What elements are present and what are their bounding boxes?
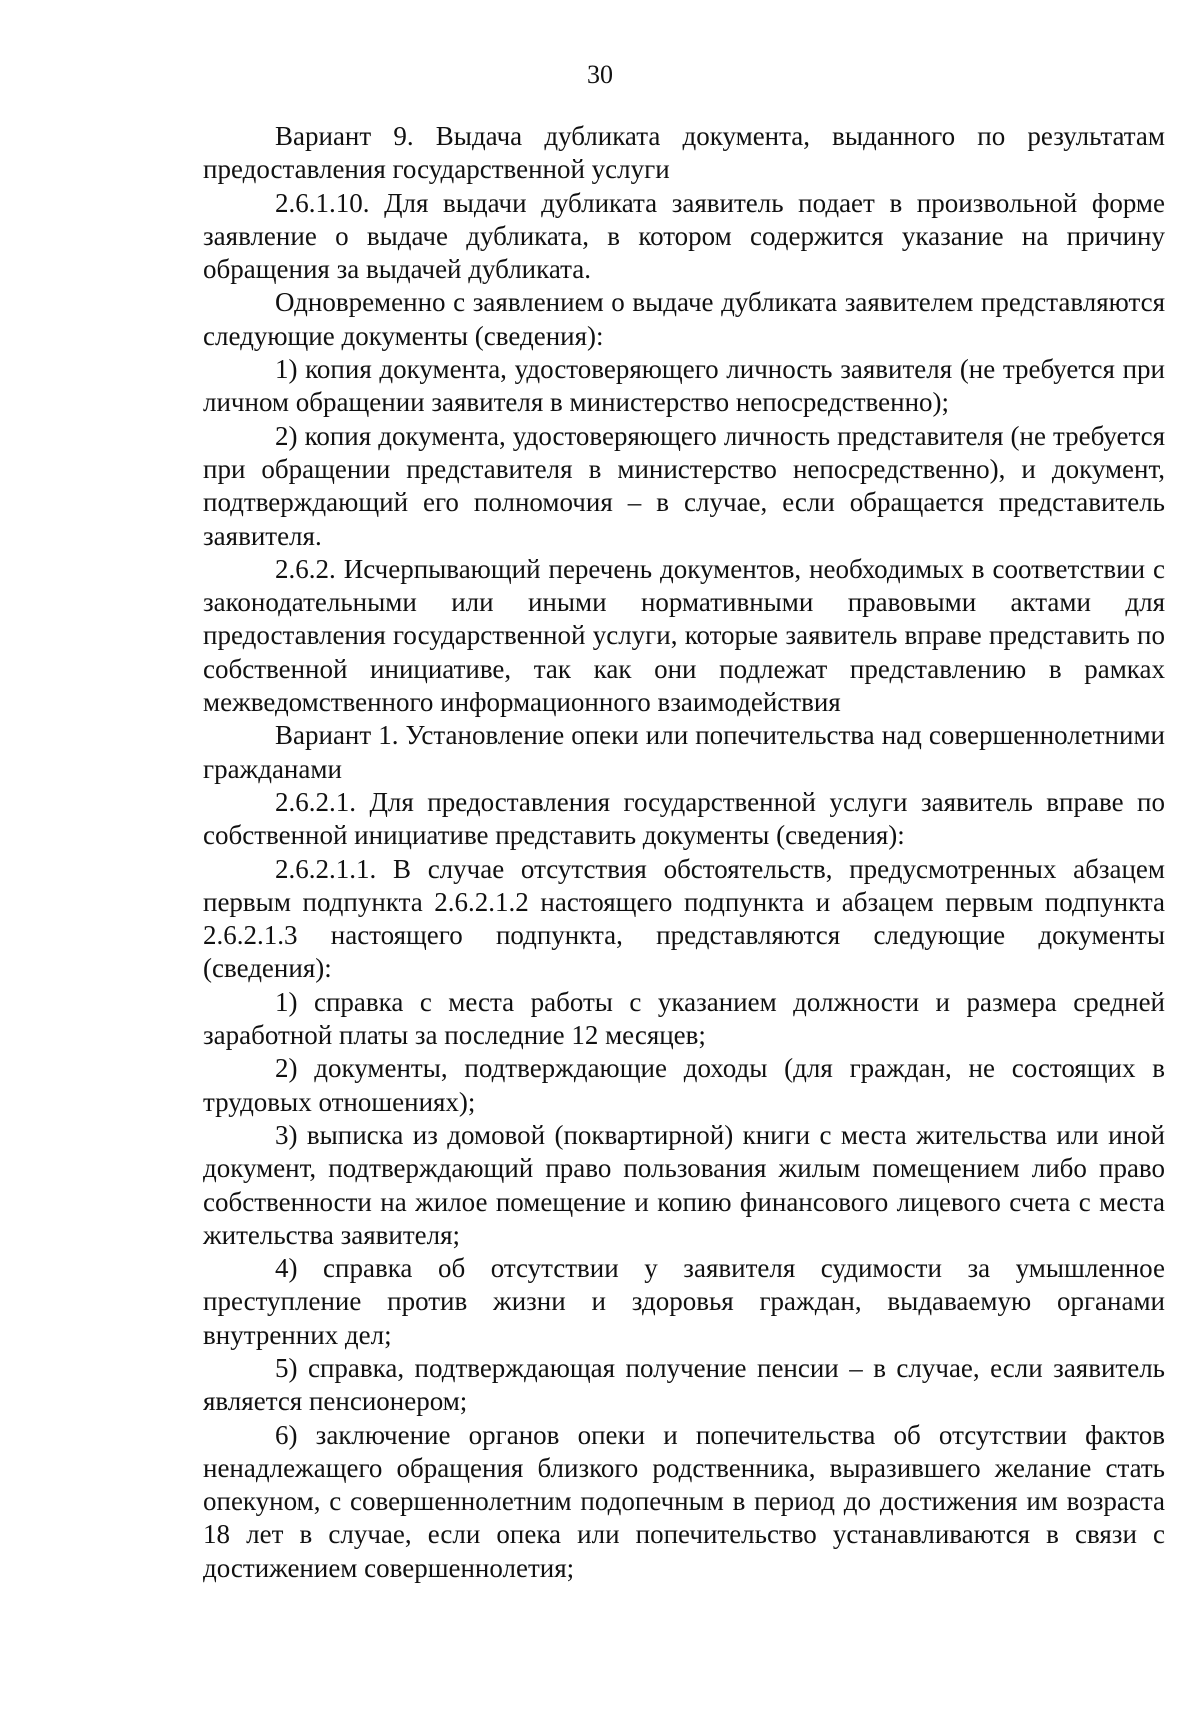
paragraph: Одновременно с заявлением о выдаче дубликата заявителем представляются следующие документы (сведения): [203, 287, 1165, 351]
paragraph: 2.6.1.10. Для выдачи дубликата заявитель подает в произвольной форме заявление о выдаче дубликата, в котором содержится указание на причину обращения за выдачей дубликата. [203, 187, 1165, 285]
paragraph: Вариант 1. Установление опеки или попечительства над совершеннолетними гражданами [203, 720, 1165, 784]
paragraph: 5) справка, подтверждающая получение пенсии – в случае, если заявитель является пенсионером; [203, 1352, 1165, 1417]
page-number: 30 [587, 60, 613, 89]
paragraph: 2) документы, подтверждающие доходы (для граждан, не состоящих в трудовых отношениях); [203, 1053, 1165, 1117]
paragraph: 3) выписка из домовой (поквартирной) книги с места жительства или иной документ, подтверждающий право пользования жилым помещением либо право собственности на жилое помещение и копию финансового лицевого счета с места жительства заявителя; [203, 1119, 1165, 1250]
paragraph: 6) заключение органов опеки и попечительства об отсутствии фактов ненадлежащего обращения близкого родственника, выразившего желание стать опекуном, с совершеннолетним подопечным в период до достижения им возраста 18 лет в случае, если опека или попечительство устанавливаются в связи с достижением совершеннолетия; [203, 1419, 1165, 1583]
paragraph: 2.6.2.1.1. В случае отсутствия обстоятельств, предусмотренных абзацем первым подпункта 2.6.2.1.2 настоящего подпункта и абзацем первым подпункта 2.6.2.1.3 настоящего подпункта, представляются следующие документы (сведения): [203, 853, 1165, 984]
paragraph: 2) копия документа, удостоверяющего личность представителя (не требуется при обращении представителя в министерство непосредственно), и документ, подтверждающий его полномочия – в случае, если обращается представитель заявителя. [203, 420, 1165, 551]
paragraph: 1) копия документа, удостоверяющего личность заявителя (не требуется при личном обращении заявителя в министерство непосредственно); [203, 354, 1165, 418]
paragraph: 1) справка с места работы с указанием должности и размера средней заработной платы за последние 12 месяцев; [203, 986, 1165, 1051]
paragraph: Вариант 9. Выдача дубликата документа, выданного по результатам предоставления государственной услуги [203, 121, 1165, 185]
paragraph: 2.6.2.1. Для предоставления государственной услуги заявитель вправе по собственной инициативе представить документы (сведения): [203, 786, 1165, 851]
paragraph: 2.6.2. Исчерпывающий перечень документов, необходимых в соответствии с законодательными или иными нормативными правовыми актами для предоставления государственной услуги, которые заявитель вправе представить по собственной инициативе, так как они подлежат представлению в рамках межведомственного информационного взаимодействия [203, 553, 1165, 718]
paragraph: 4) справка об отсутствии у заявителя судимости за умышленное преступление против жизни и здоровья граждан, выдаваемую органами внутренних дел; [203, 1253, 1165, 1350]
document-body [203, 120, 1165, 1585]
